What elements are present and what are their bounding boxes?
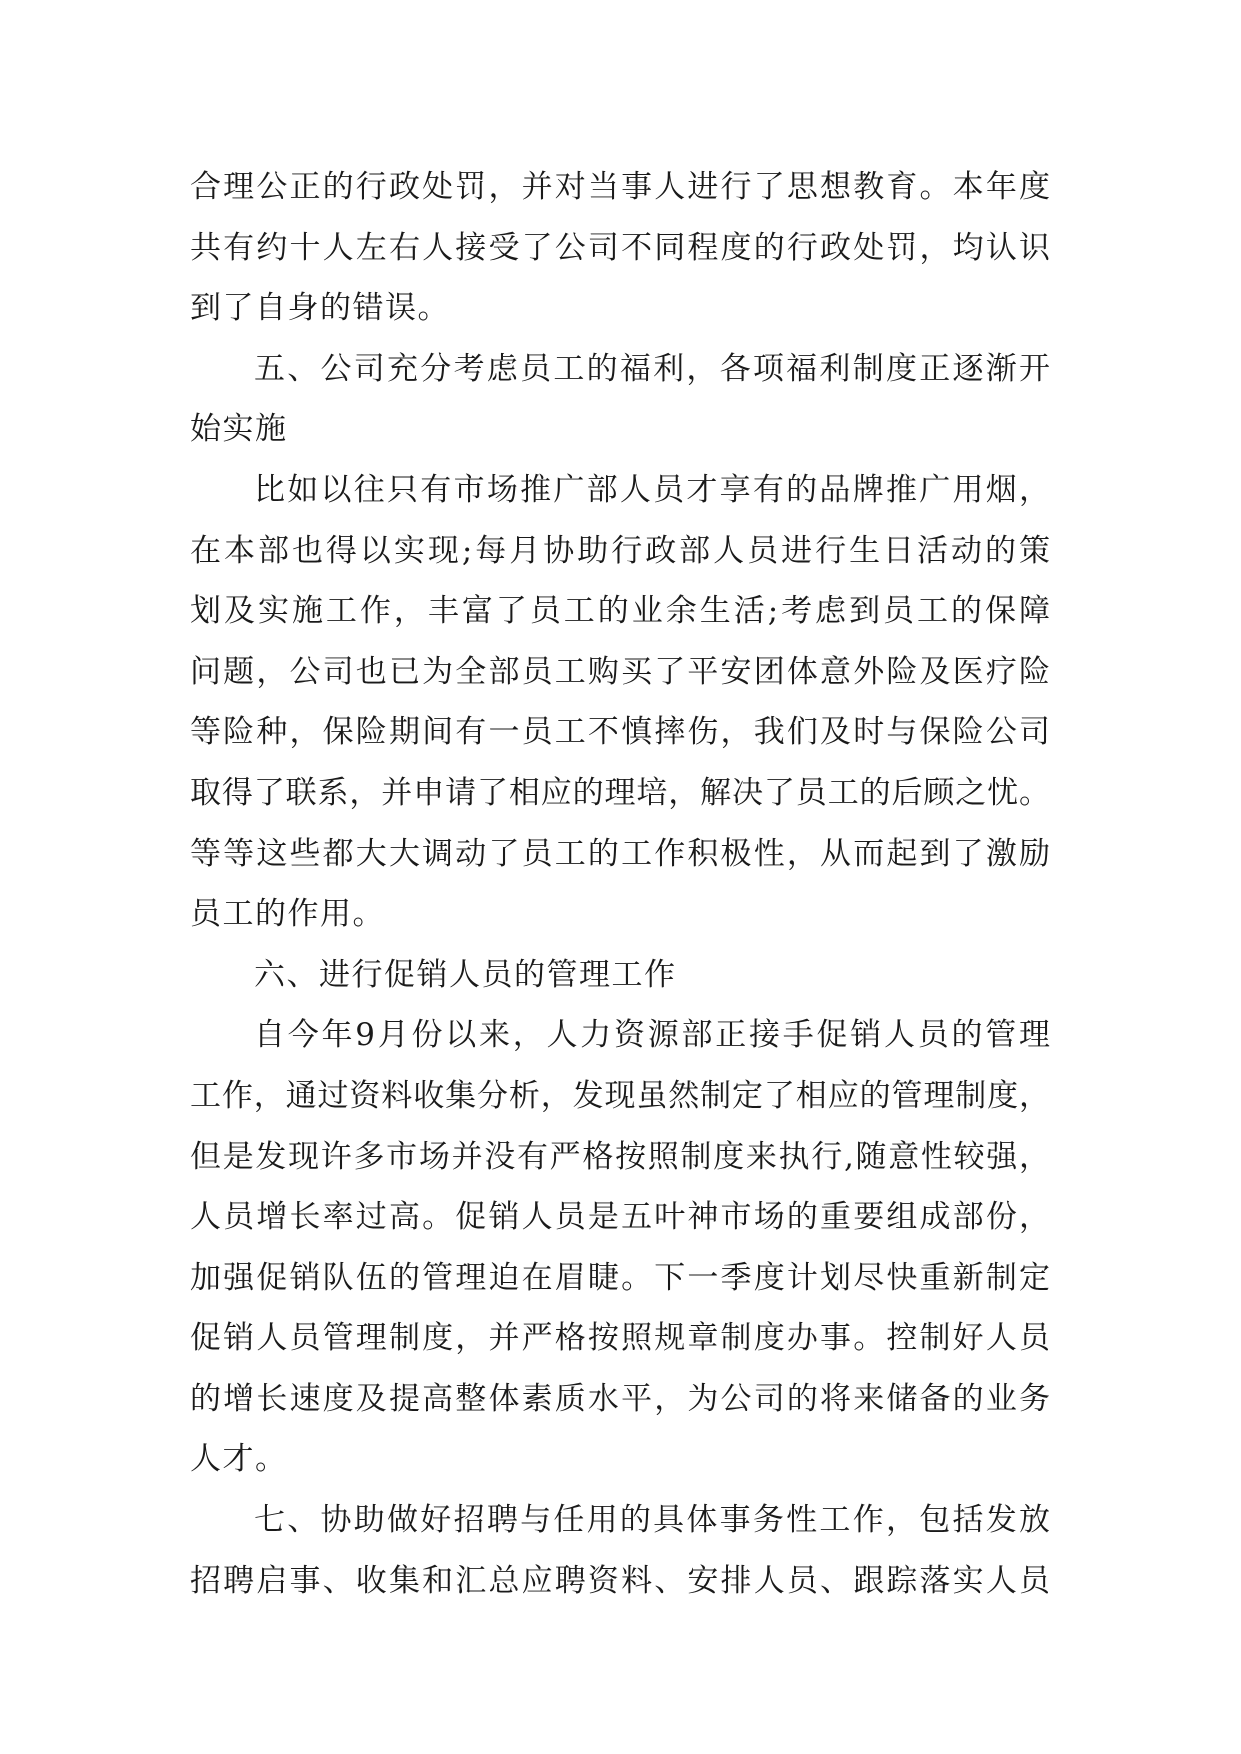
section-heading-5: 五、公司充分考虑员工的福利，各项福利制度正逐渐开 <box>254 350 1050 387</box>
section-heading-7: 七、协助做好招聘与任用的具体事务性工作，包括发放 <box>254 1502 1050 1539</box>
text-line-24: 招聘启事、收集和汇总应聘资料、安排人员、跟踪落实人员 <box>190 1562 1050 1599</box>
text-line-18: 人员增长率过高。促销人员是五叶神市场的重要组成部份， <box>190 1199 1050 1236</box>
document-body <box>190 157 1050 1611</box>
text-line-21: 的增长速度及提高整体素质水平，为公司的将来储备的业务 <box>190 1380 1050 1417</box>
text-line-6: 比如以往只有市场推广部人员才享有的品牌推广用烟， <box>254 471 1050 508</box>
text-line-19: 加强促销队伍的管理迫在眉睫。下一季度计划尽快重新制定 <box>190 1259 1050 1296</box>
text-line-7: 在本部也得以实现;每月协助行政部人员进行生日活动的策 <box>190 532 1050 569</box>
text-line-2: 共有约十人左右人接受了公司不同程度的行政处罚，均认识 <box>190 229 1050 266</box>
text-line-8: 划及实施工作，丰富了员工的业余生活;考虑到员工的保障 <box>190 593 1050 630</box>
text-line-1: 合理公正的行政处罚，并对当事人进行了思想教育。本年度 <box>190 169 1050 205</box>
text-line-16: 工作，通过资料收集分析，发现虽然制定了相应的管理制度， <box>190 1077 1050 1114</box>
text-line-22: 人才。 <box>190 1441 288 1478</box>
text-line-17: 但是发现许多市场并没有严格按照制度来执行,随意性较强， <box>190 1138 1050 1175</box>
section-heading-6: 六、进行促销人员的管理工作 <box>254 956 677 993</box>
text-line-3: 到了自身的错误。 <box>190 290 450 327</box>
text-line-10: 等险种，保险期间有一员工不慎摔伤，我们及时与保险公司 <box>190 714 1050 751</box>
text-line-12: 等等这些都大大调动了员工的工作积极性，从而起到了激励 <box>190 835 1050 872</box>
text-line-20: 促销人员管理制度，并严格按照规章制度办事。控制好人员 <box>190 1320 1050 1357</box>
text-line-9: 问题，公司也已为全部员工购买了平安团体意外险及医疗险 <box>190 653 1050 690</box>
section-heading-5-cont: 始实施 <box>190 411 288 448</box>
text-line-11: 取得了联系，并申请了相应的理培，解决了员工的后顾之忧。 <box>190 774 1050 811</box>
text-line-13: 员工的作用。 <box>190 896 385 933</box>
text-line-15: 自今年9月份以来，人力资源部正接手促销人员的管理 <box>254 1017 1050 1054</box>
